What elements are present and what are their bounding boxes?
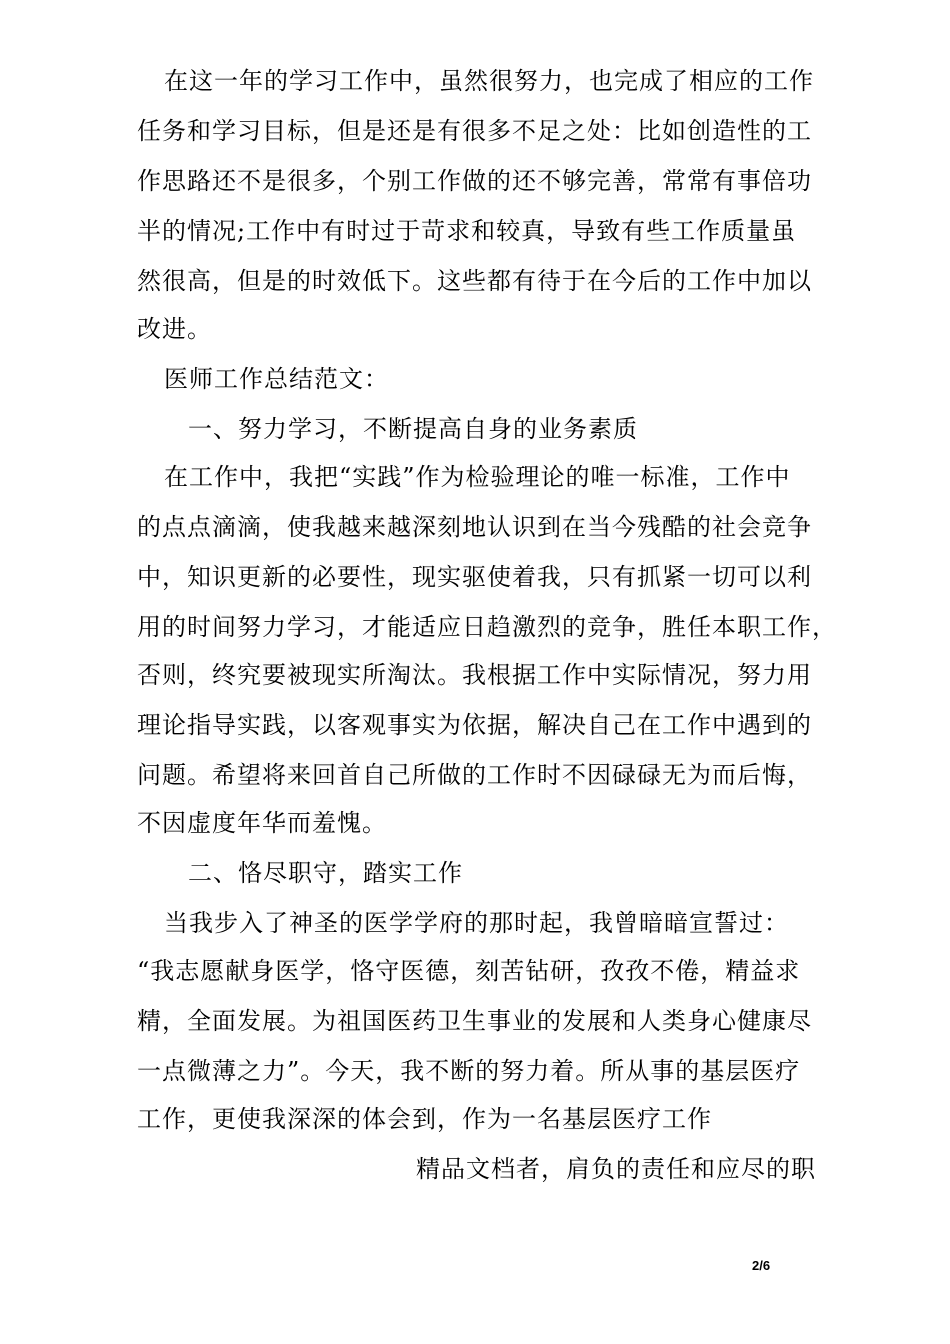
page-number: 2/6 bbox=[752, 1258, 771, 1273]
text-line: 用的时间努力学习，才能适应日趋激烈的竞争，胜任本职工作， bbox=[137, 613, 837, 641]
text-line: 理论指导实践，以客观事实为依据，解决自己在工作中遇到的 bbox=[137, 711, 812, 739]
text-line: 在这一年的学习工作中，虽然很努力，也完成了相应的工作 bbox=[164, 67, 814, 95]
text-line: 精，全面发展。为祖国医药卫生事业的发展和人类身心健康尽 bbox=[137, 1007, 812, 1035]
text-line: 否则，终究要被现实所淘汰。我根据工作中实际情况，努力用 bbox=[137, 661, 812, 689]
text-line: 精品文档者，肩负的责任和应尽的职 bbox=[416, 1155, 816, 1183]
text-line: 中，知识更新的必要性，现实驱使着我，只有抓紧一切可以利 bbox=[137, 563, 812, 591]
text-line: 问题。希望将来回首自己所做的工作时不因碌碌无为而后悔， bbox=[137, 761, 812, 789]
section-heading: 一、努力学习，不断提高自身的业务素质 bbox=[188, 415, 638, 443]
text-line: 不因虚度年华而羞愧。 bbox=[137, 809, 387, 837]
text-line: 任务和学习目标，但是还是有很多不足之处：比如创造性的工 bbox=[137, 117, 812, 145]
section-heading: 二、恪尽职守，踏实工作 bbox=[188, 859, 463, 887]
text-line: 工作，更使我深深的体会到，作为一名基层医疗工作 bbox=[137, 1105, 712, 1133]
text-line: 的点点滴滴，使我越来越深刻地认识到在当今残酷的社会竞争 bbox=[137, 513, 812, 541]
text-line: 当我步入了神圣的医学学府的那时起，我曾暗暗宣誓过： bbox=[164, 909, 789, 937]
text-line: 半的情况;工作中有时过于苛求和较真，导致有些工作质量虽 bbox=[137, 217, 797, 245]
text-line: “我志愿献身医学，恪守医德，刻苦钻研，孜孜不倦，精益求 bbox=[137, 957, 801, 985]
text-line: 一点微薄之力”。今天，我不断的努力着。所从事的基层医疗 bbox=[137, 1057, 801, 1085]
section-title: 医师工作总结范文： bbox=[164, 365, 389, 393]
text-line: 然很高，但是的时效低下。这些都有待于在今后的工作中加以 bbox=[137, 267, 812, 295]
text-line: 作思路还不是很多，个别工作做的还不够完善，常常有事倍功 bbox=[137, 167, 812, 195]
text-line: 改进。 bbox=[137, 315, 212, 343]
text-line: 在工作中，我把“实践”作为检验理论的唯一标准，工作中 bbox=[164, 463, 791, 491]
